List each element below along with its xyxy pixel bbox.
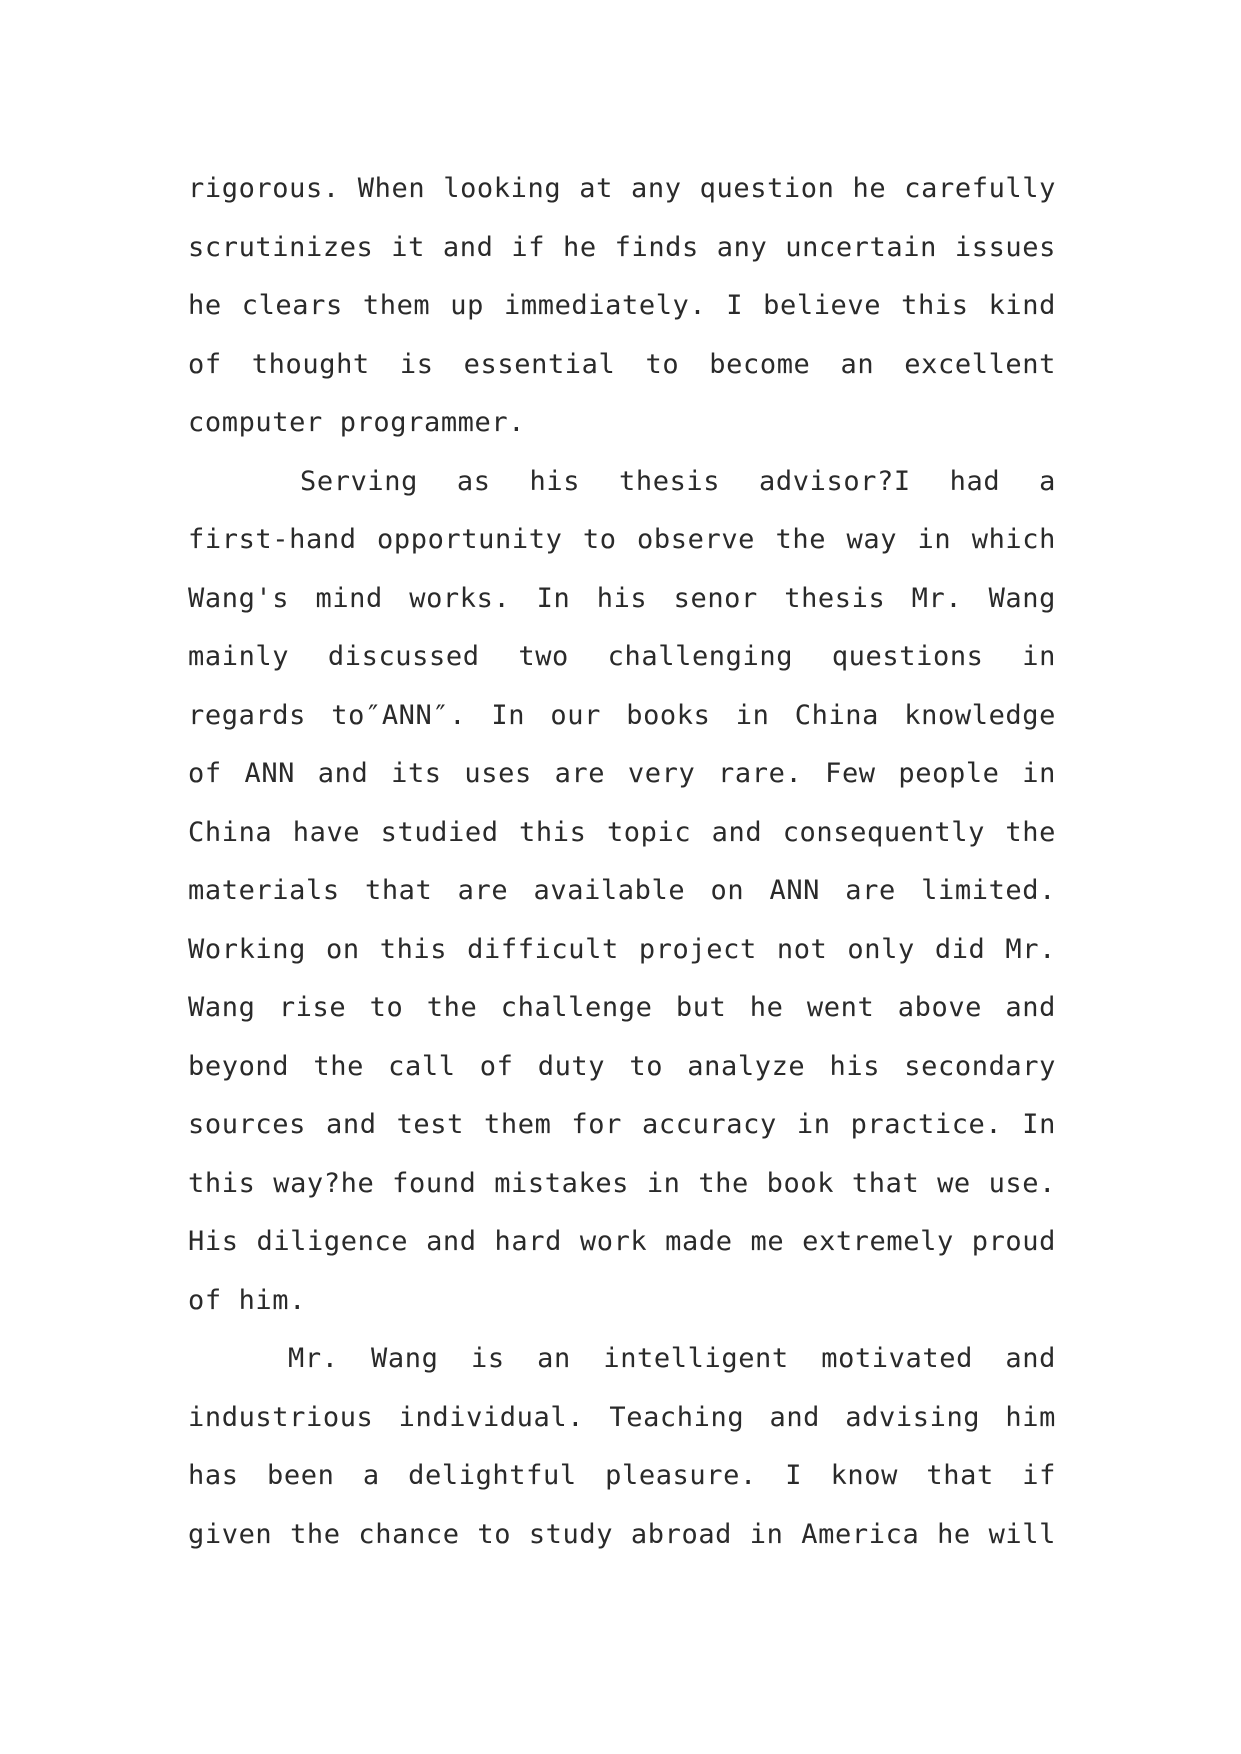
text-line: beyond the call of duty to analyze his secondary <box>188 1050 1056 1082</box>
text-line: computer programmer. <box>188 407 526 438</box>
text-line: of thought is essential to become an excellent <box>188 348 1056 380</box>
text-line: given the chance to study abroad in America he will <box>188 1518 1056 1550</box>
text-line: rigorous. When looking at any question he carefully <box>188 173 1056 204</box>
text-line: of him. <box>188 1284 306 1316</box>
text-line: regards to″ANN″. In our books in China knowledge <box>188 699 1056 731</box>
text-line: His diligence and hard work made me extremely proud <box>188 1226 1056 1257</box>
text-line: this way?he found mistakes in the book that we use. <box>188 1167 1056 1199</box>
text-line: mainly discussed two challenging questions in <box>188 641 1056 672</box>
text-line: sources and test them for accuracy in practice. In <box>188 1109 1056 1140</box>
text-line: Mr. Wang is an intelligent motivated and <box>288 1343 1056 1374</box>
text-line: he clears them up immediately. I believe this kind <box>188 290 1056 321</box>
text-line: Working on this difficult project not only did Mr. <box>188 933 1056 965</box>
text-line: Serving as his thesis advisor?I had a <box>300 465 1056 497</box>
text-line: materials that are available on ANN are limited. <box>188 875 1056 906</box>
text-line: Wang rise to the challenge but he went above and <box>188 992 1056 1023</box>
text-line: China have studied this topic and consequently the <box>188 816 1056 848</box>
text-line: industrious individual. Teaching and advising him <box>188 1401 1056 1433</box>
text-line: Wang's mind works. In his senor thesis Mr. Wang <box>188 582 1056 614</box>
text-line: first-hand opportunity to observe the way in which <box>188 524 1056 555</box>
text-line: scrutinizes it and if he finds any uncertain issues <box>188 231 1056 263</box>
letter-body <box>188 160 1056 1564</box>
text-line: of ANN and its uses are very rare. Few people in <box>188 758 1056 789</box>
text-line: has been a delightful pleasure. I know that if <box>188 1460 1056 1491</box>
